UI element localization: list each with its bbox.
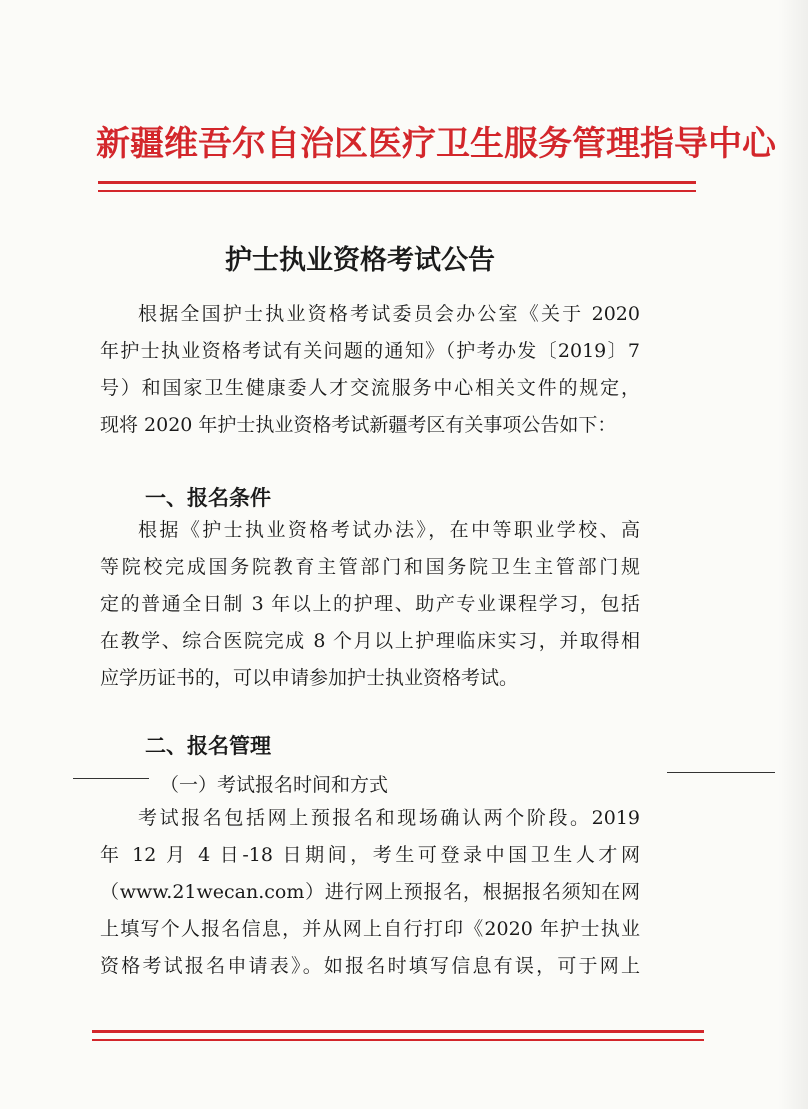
scan-artifact-line bbox=[667, 772, 775, 773]
eligibility-line: 等院校完成国务院教育主管部门和国务院卫生主管部门规 bbox=[100, 556, 640, 578]
registration-line: （www.21wecan.com）进行网上预报名，根据报名须知在网 bbox=[100, 881, 640, 903]
footer-rule-thin bbox=[92, 1039, 704, 1041]
registration-paragraph bbox=[100, 800, 640, 985]
registration-line: 资格考试报名申请表》。如报名时填写信息有误，可于网上 bbox=[100, 955, 640, 977]
organization-header: 新疆维吾尔自治区医疗卫生服务管理指导中心 bbox=[96, 124, 776, 164]
section-heading-eligibility: 一、报名条件 bbox=[145, 485, 271, 510]
header-rule-thick bbox=[98, 181, 696, 184]
intro-line: 根据全国护士执业资格考试委员会办公室《关于 2020 bbox=[138, 303, 640, 325]
footer-rule-thick bbox=[92, 1030, 704, 1033]
intro-paragraph bbox=[100, 296, 640, 444]
eligibility-line: 根据《护士执业资格考试办法》，在中等职业学校、高 bbox=[138, 519, 640, 541]
registration-line: 上填写个人报名信息，并从网上自行打印《2020 年护士执业 bbox=[100, 918, 640, 940]
document-title: 护士执业资格考试公告 bbox=[225, 245, 495, 276]
intro-line: 号）和国家卫生健康委人才交流服务中心相关文件的规定， bbox=[100, 377, 640, 399]
intro-line: 年护士执业资格考试有关问题的通知》（护考办发〔2019〕7 bbox=[100, 340, 640, 362]
subsection-heading-time-method: （一）考试报名时间和方式 bbox=[160, 774, 389, 796]
registration-line: 考试报名包括网上预报名和现场确认两个阶段。2019 bbox=[138, 807, 640, 829]
scan-artifact-line bbox=[73, 778, 149, 779]
eligibility-line: 应学历证书的，可以申请参加护士执业资格考试。 bbox=[100, 667, 519, 689]
eligibility-paragraph bbox=[100, 512, 640, 697]
registration-line: 年 12 月 4 日-18 日期间，考生可登录中国卫生人才网 bbox=[100, 844, 640, 866]
scan-edge-shadow bbox=[778, 0, 808, 1109]
header-rule-thin bbox=[98, 190, 696, 192]
section-heading-registration: 二、报名管理 bbox=[145, 733, 271, 758]
intro-line: 现将 2020 年护士执业资格考试新疆考区有关事项公告如下： bbox=[100, 414, 617, 436]
eligibility-line: 在教学、综合医院完成 8 个月以上护理临床实习，并取得相 bbox=[100, 630, 640, 652]
eligibility-line: 定的普通全日制 3 年以上的护理、助产专业课程学习，包括 bbox=[100, 593, 640, 615]
